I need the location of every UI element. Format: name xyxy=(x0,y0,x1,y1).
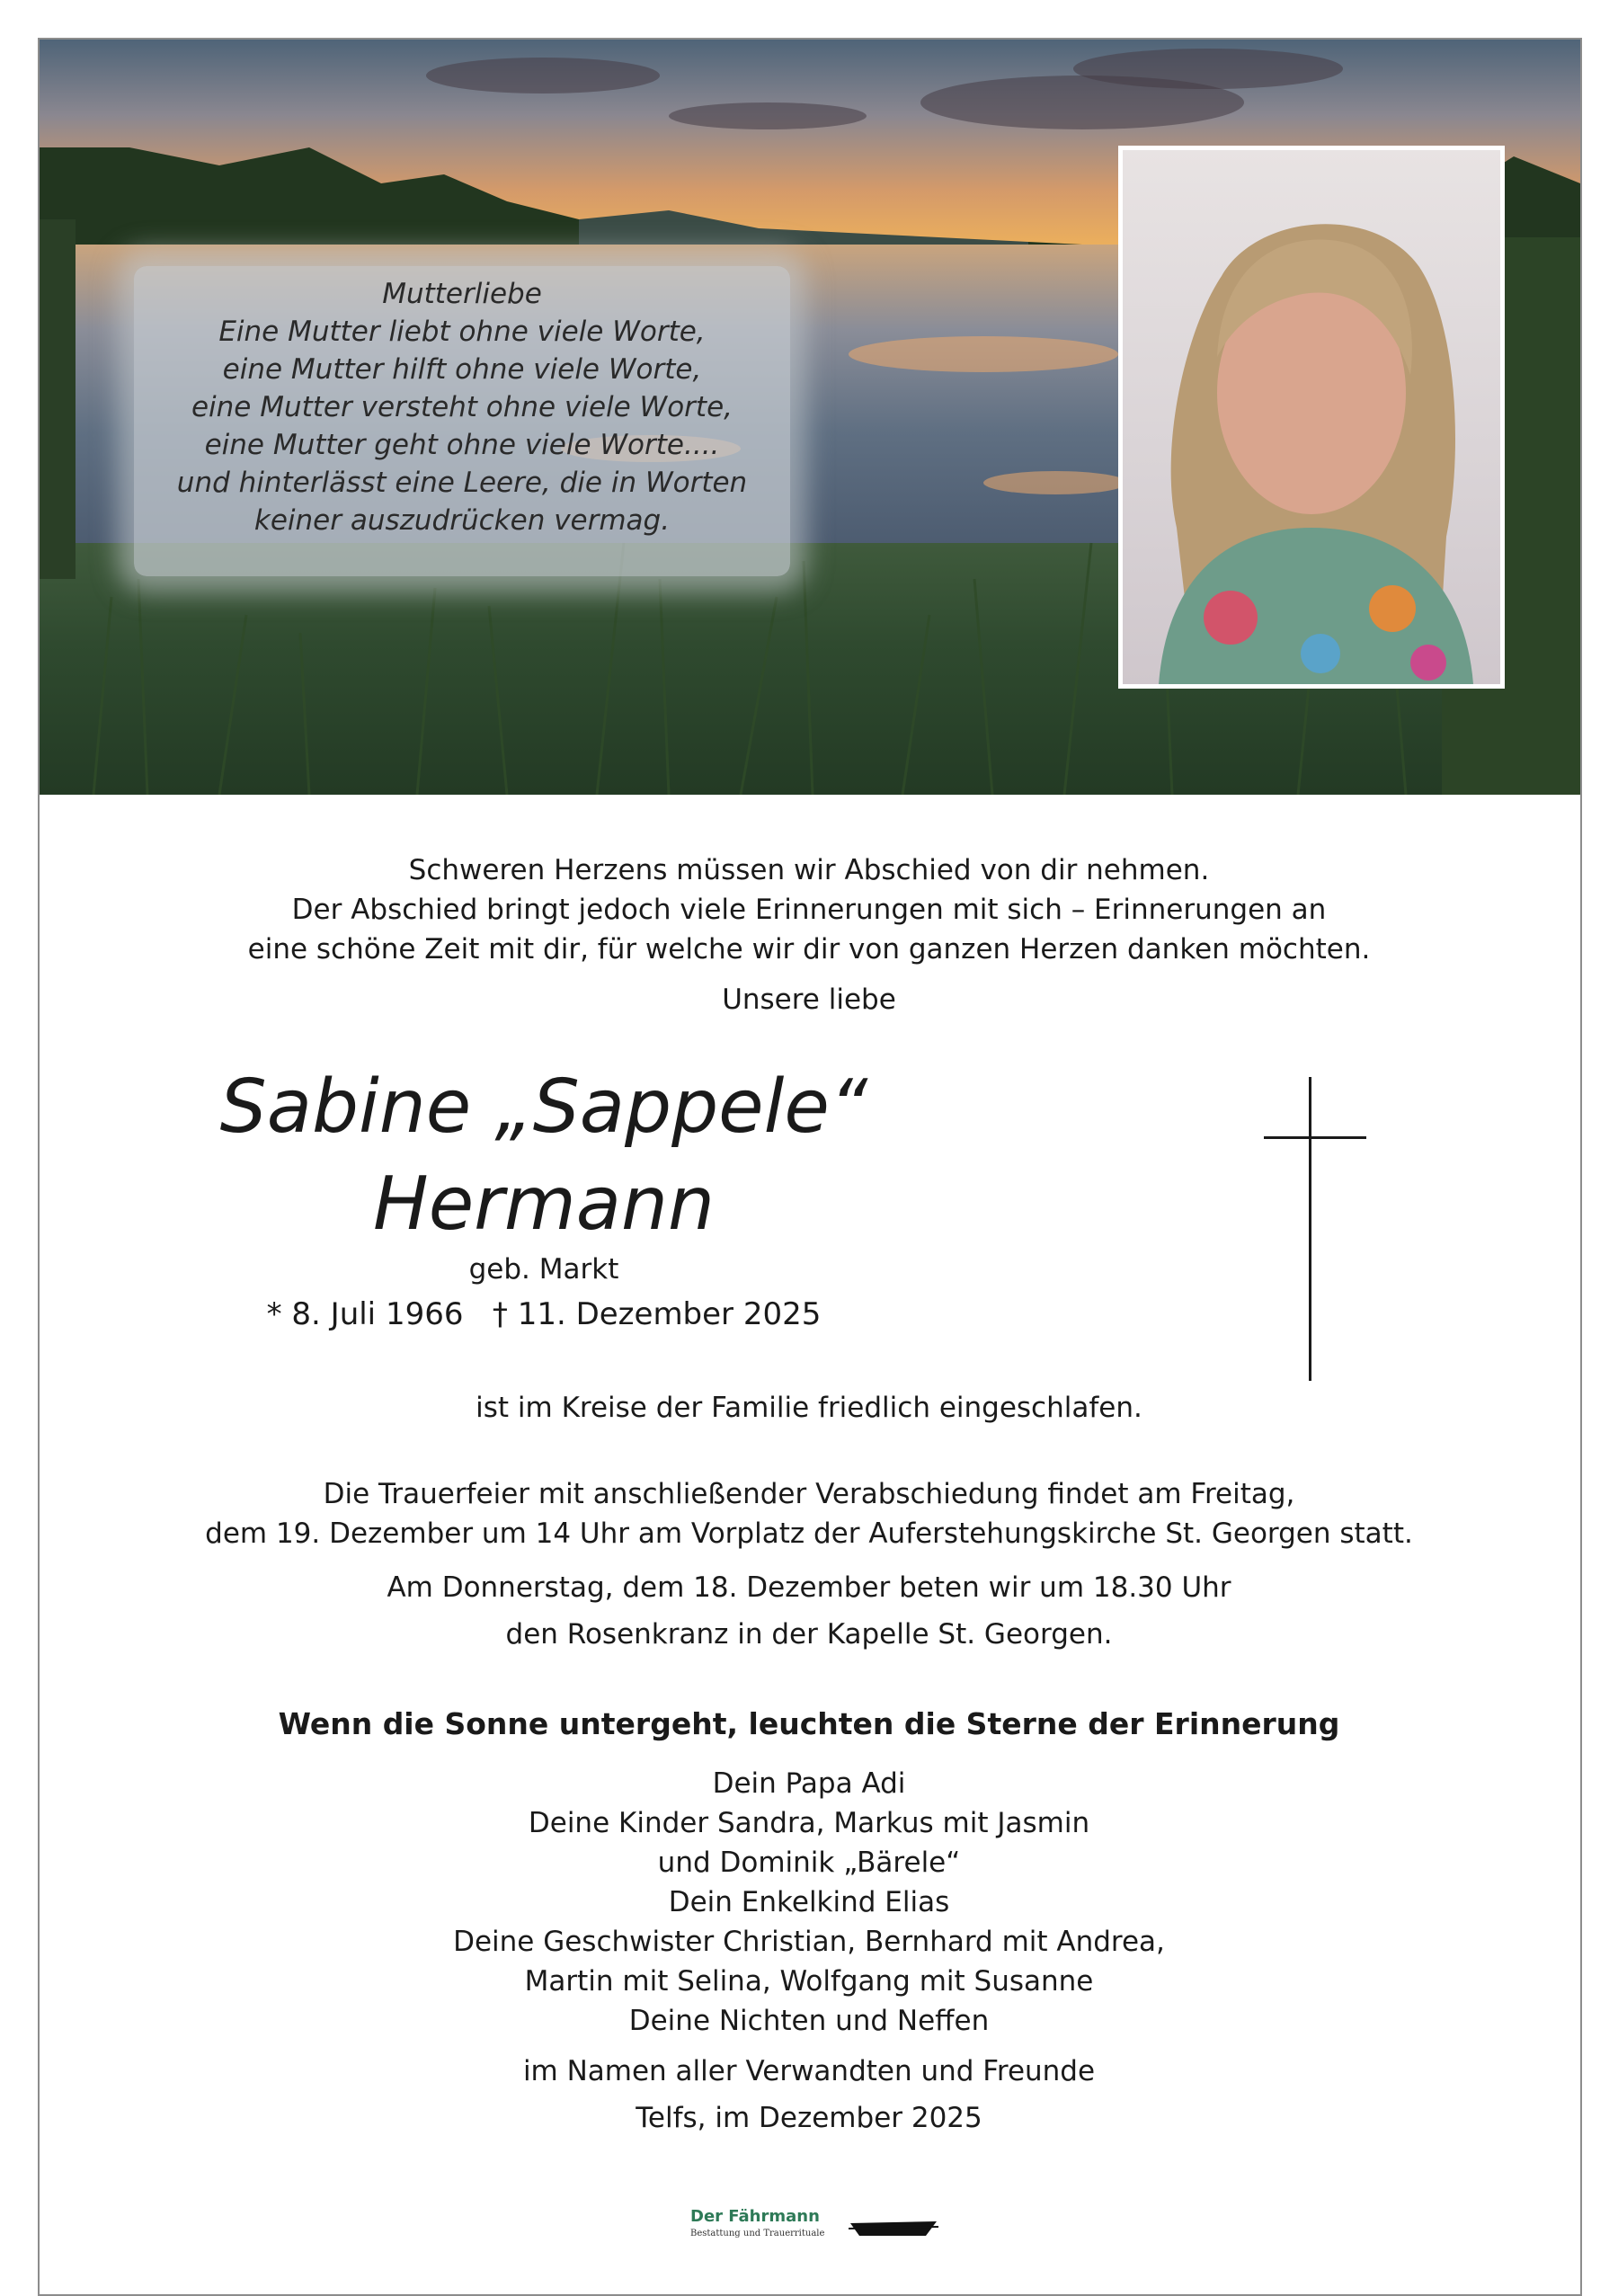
life-dates: * 8. Juli 1966 † 11. Dezember 2025 xyxy=(266,1296,822,1332)
intro-lead: Unsere liebe xyxy=(722,983,896,1016)
intro-line: Der Abschied bringt jedoch viele Erinnerungen mit sich – Erinnerungen an xyxy=(291,894,1327,926)
funeral-home-logo xyxy=(690,2207,942,2252)
intro-line: eine schöne Zeit mit dir, für welche wir dir von ganzen Herzen danken möchten. xyxy=(247,933,1371,966)
rosary-line: Am Donnerstag, dem 18. Dezember beten wir um 18.30 Uhr xyxy=(387,1571,1231,1604)
intro-text xyxy=(0,850,1618,969)
mourner-line: Deine Geschwister Christian, Bernhard mit Andrea, xyxy=(453,1926,1165,1958)
deceased-name-last: Hermann xyxy=(373,1161,715,1247)
poem-line: eine Mutter hilft ohne viele Worte, xyxy=(222,353,702,386)
poem-line: eine Mutter versteht ohne viele Worte, xyxy=(191,391,733,423)
logo-tagline: Bestattung und Trauerrituale xyxy=(690,2229,825,2238)
deceased-name-first: Sabine „Sappele“ xyxy=(219,1064,868,1150)
mourner-line: Dein Enkelkind Elias xyxy=(668,1886,950,1918)
portrait-figure xyxy=(1123,150,1500,684)
mourner-line: Martin mit Selina, Wolfgang mit Susanne xyxy=(524,1965,1094,1998)
closing xyxy=(0,2048,1618,2141)
rosary-text xyxy=(0,1564,1618,1658)
closing-relatives: im Namen aller Verwandten und Freunde xyxy=(522,2055,1096,2087)
lake-sunset-image xyxy=(40,40,1580,795)
closing-place-date: Telfs, im Dezember 2025 xyxy=(636,2102,982,2134)
mourner-line: und Dominik „Bärele“ xyxy=(657,1847,961,1879)
passing-statement: ist im Kreise der Familie friedlich eingeschlafen. xyxy=(476,1392,1142,1424)
poem-line: eine Mutter geht ohne viele Worte.... xyxy=(204,429,720,461)
mourners-list xyxy=(0,1764,1618,2041)
ceremony-text xyxy=(0,1474,1618,1553)
mourner-line: Deine Kinder Sandra, Markus mit Jasmin xyxy=(528,1807,1090,1839)
boat-icon xyxy=(849,2216,938,2239)
mourner-line: Dein Papa Adi xyxy=(712,1767,906,1800)
poem xyxy=(134,275,790,539)
logo-name: Der Fährmann xyxy=(690,2207,820,2226)
motto: Wenn die Sonne untergeht, leuchten die Sterne der Erinnerung xyxy=(278,1706,1340,1741)
poem-title: Mutterliebe xyxy=(382,278,542,310)
mourner-line: Deine Nichten und Neffen xyxy=(628,2005,990,2037)
poem-line: und hinterlässt eine Leere, die in Worten xyxy=(176,467,748,499)
poem-line: keiner auszudrücken vermag. xyxy=(253,504,671,537)
rosary-line: den Rosenkranz in der Kapelle St. Georgen. xyxy=(505,1618,1113,1651)
portrait-photo xyxy=(1118,146,1505,689)
ceremony-line: dem 19. Dezember um 14 Uhr am Vorplatz der Auferstehungskirche St. Georgen statt. xyxy=(205,1517,1413,1550)
intro-line: Schweren Herzens müssen wir Abschied von dir nehmen. xyxy=(408,854,1210,886)
ceremony-line: Die Trauerfeier mit anschließender Verabschiedung findet am Freitag, xyxy=(323,1478,1295,1510)
maiden-name: geb. Markt xyxy=(468,1253,619,1286)
poem-line: Eine Mutter liebt ohne viele Worte, xyxy=(218,316,706,348)
